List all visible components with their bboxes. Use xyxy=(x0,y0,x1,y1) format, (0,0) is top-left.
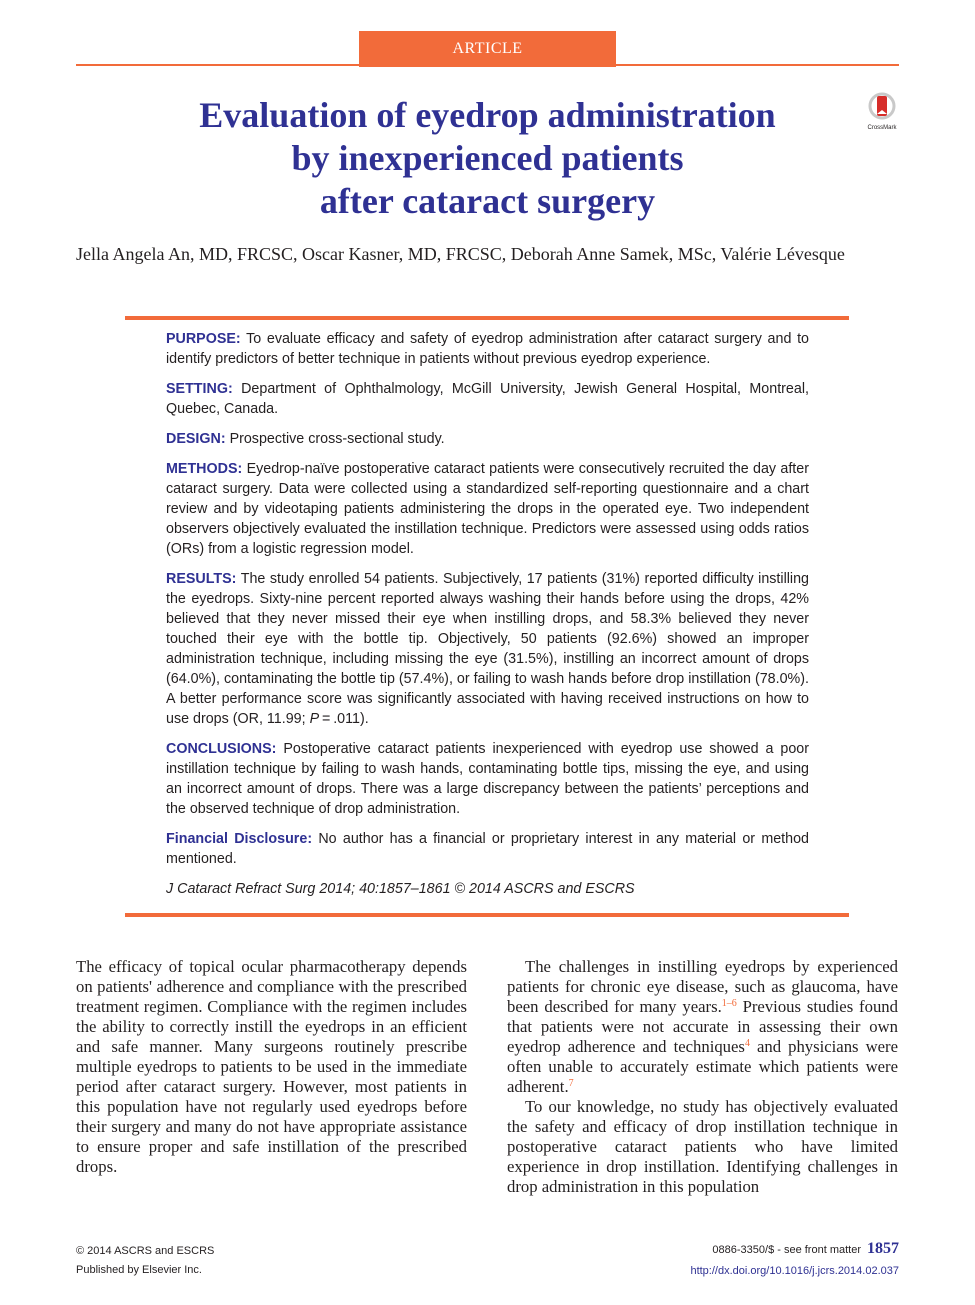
purpose-text: To evaluate efficacy and safety of eyedrop administration after cataract surgery and to identify predictors of better technique in patients without previous eyedrop experience. xyxy=(166,331,810,367)
p-value-symbol: P xyxy=(309,711,320,727)
reference-link-1-6[interactable]: 1–6 xyxy=(721,998,737,1009)
footer-issn-line xyxy=(690,1238,899,1261)
footer-publisher: Published by Elsevier Inc. xyxy=(76,1264,202,1276)
design-label: DESIGN: xyxy=(166,431,226,447)
intro-paragraph-2 xyxy=(507,957,898,1097)
body-column-left xyxy=(76,957,467,1177)
svg-text:CrossMark: CrossMark xyxy=(867,125,897,131)
abstract-design xyxy=(166,429,809,449)
title-line-1: Evaluation of eyedrop administration xyxy=(199,95,776,135)
conclusions-text: Postoperative cataract patients inexperienced with eyedrop use showed a poor instillation technique by failing to wash hands, contaminating bottle tips, missing the eye, and using an incorrect amount of drops. There was a large discrepancy between the patients’ perceptions and the observed technique of drop administration. xyxy=(166,741,810,817)
results-label: RESULTS: xyxy=(166,571,237,587)
intro-paragraph-3: To our knowledge, no study has objectively evaluated the safety and efficacy of drop instillation technique in postoperative cataract patients who have limited experience in drop instillation. Identifying challenges in drop administration in this population xyxy=(507,1097,898,1196)
para2-text-c: and physicians were often unable to accurately estimate which patients were adherent. xyxy=(507,1037,899,1096)
purpose-label: PURPOSE: xyxy=(166,331,241,347)
abstract-setting xyxy=(166,379,809,419)
article-title xyxy=(140,94,835,223)
setting-text: Department of Ophthalmology, McGill University, Jewish General Hospital, Montreal, Quebec, Canada. xyxy=(166,381,809,417)
abstract-bottom-rule xyxy=(125,913,849,917)
abstract-methods xyxy=(166,459,809,559)
para2-text-b: Previous studies found that patients were not accurate in assessing their own eyedrop adherence and techniques xyxy=(507,997,898,1056)
page-number: 1857 xyxy=(867,1240,899,1257)
article-type-banner: ARTICLE xyxy=(359,31,616,67)
author-list: Jella Angela An, MD, FRCSC, Oscar Kasner, MD, FRCSC, Deborah Anne Samek, MSc, Valérie Lévesque xyxy=(76,244,845,264)
intro-paragraph-1: The efficacy of topical ocular pharmacotherapy depends on patients' adherence and compliance with the prescribed treatment regimen. Compliance with the regimen includes the ability to correctly instill the eyedrops in an efficient and safe manner. Many surgeons routinely prescribe multiple eyedrops to patients to be used in the immediate period after cataract surgery. However, most patients in this population have not regularly used eyedrops before their surgery and many do not have appropriate assistance to ensure proper and safe instillation of the prescribed drops. xyxy=(76,957,467,1176)
footer-copyright: © 2014 ASCRS and ESCRS xyxy=(76,1245,215,1257)
results-text: The study enrolled 54 patients. Subjectively, 17 patients (31%) reported difficulty instilling the eyedrops. Sixty-nine percent reported always washing their hands before using the drops, 42% believed that they never missed their eye when instilling drops, and 58.3% believed they never touched their eye with the bottle tip. Objectively, 50 patients (92.6%) showed an improper administration technique, including missing the eye (31.5%), instilling an incorrect amount of drops (64.0%), contaminating the bottle tip (57.4%), or failing to wash hands before drop instillation (78.0%). A better performance score was significantly associated with having received instructions on how to use drops (OR, 11.99; xyxy=(166,571,810,727)
reference-link-7[interactable]: 7 xyxy=(568,1078,574,1089)
footer-left xyxy=(76,1242,214,1280)
abstract-disclosure xyxy=(166,829,809,869)
abstract-top-rule xyxy=(125,316,849,320)
title-line-3: after cataract surgery xyxy=(319,181,656,221)
design-text: Prospective cross-sectional study. xyxy=(229,431,445,447)
results-text-end: = .011). xyxy=(319,711,369,727)
methods-label: METHODS: xyxy=(166,461,243,477)
body-column-right xyxy=(507,957,898,1197)
journal-citation: J Cataract Refract Surg 2014; 40:1857–1861 © 2014 ASCRS and ESCRS xyxy=(166,881,635,897)
abstract xyxy=(166,329,809,909)
disclosure-text: No author has a financial or proprietary interest in any material or method mentioned. xyxy=(166,831,810,867)
doi-link[interactable]: http://dx.doi.org/10.1016/j.jcrs.2014.02.037 xyxy=(690,1265,899,1277)
para2-text-a: The challenges in instilling eyedrops by experienced patients for chronic eye disease, such as glaucoma, have been described for many years. xyxy=(507,957,898,1016)
conclusions-label: CONCLUSIONS: xyxy=(166,741,277,757)
header-rule xyxy=(76,64,899,66)
methods-text: Eyedrop-naïve postoperative cataract patients were consecutively recruited the day after cataract surgery. Data were collected using a standardized self-reporting questionnaire and a chart review and by videotaping patients administering the drops in the operated eye. Two independent observers objectively evaluated the instillation technique. Predictors were assessed using odds ratios (ORs) from a logistic regression model. xyxy=(166,461,809,557)
abstract-results xyxy=(166,569,809,729)
footer-issn: 0886-3350/$ - see front matter xyxy=(712,1244,861,1256)
crossmark-icon[interactable] xyxy=(862,92,902,132)
reference-link-4[interactable]: 4 xyxy=(744,1038,750,1049)
setting-label: SETTING: xyxy=(166,381,233,397)
abstract-conclusions xyxy=(166,739,809,819)
footer-right xyxy=(690,1238,899,1282)
abstract-purpose xyxy=(166,329,809,369)
title-line-2: by inexperienced patients xyxy=(291,138,684,178)
disclosure-label: Financial Disclosure: xyxy=(166,831,313,847)
